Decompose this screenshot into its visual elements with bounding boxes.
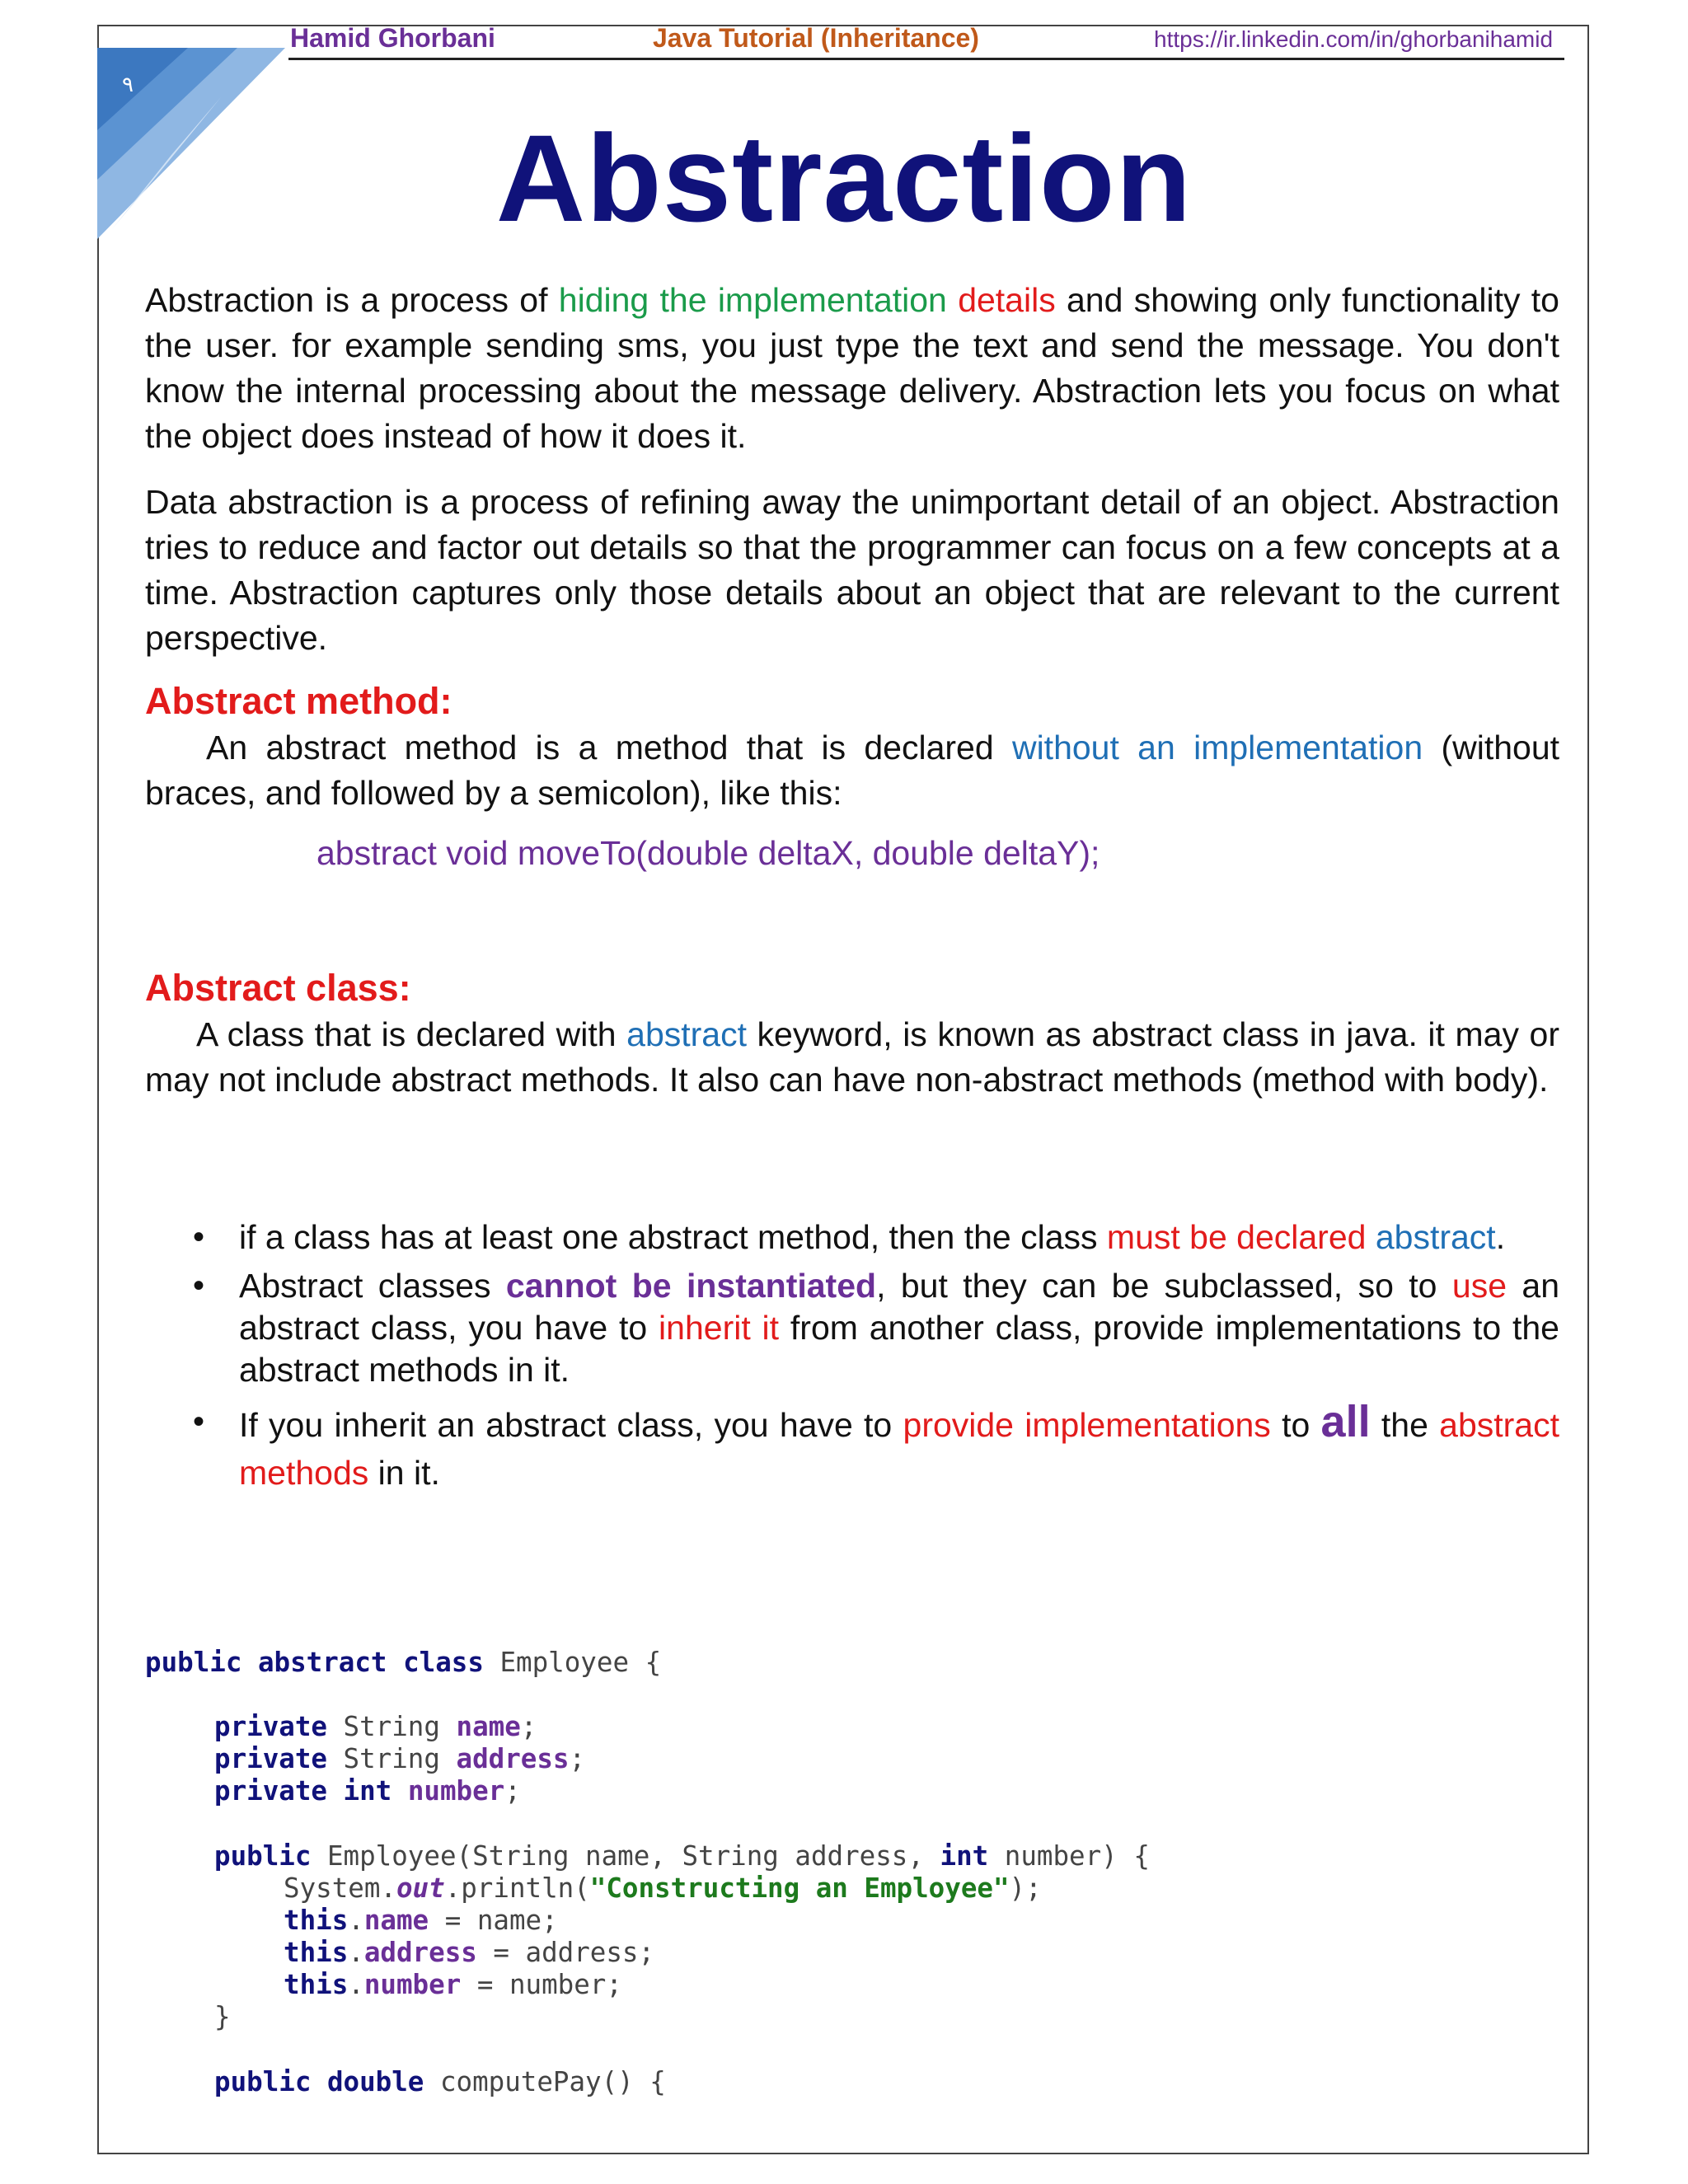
page-title: Abstraction xyxy=(495,109,1193,247)
list-item: • if a class has at least one abstract method, then the class must be declared abstract. xyxy=(145,1216,1559,1258)
rules-list xyxy=(145,1216,1559,1503)
list-item: • Abstract classes cannot be instantiated, but they can be subclassed, so to use an abstract class, you have to inherit it from another class, provide implementations to the abstract methods in it. xyxy=(145,1265,1559,1391)
list-item: • If you inherit an abstract class, you have to provide implementations to all the abstract methods in it. xyxy=(145,1398,1559,1497)
data-abstraction-paragraph: Data abstraction is a process of refining away the unimportant detail of an object. Abstraction tries to reduce and factor out details so that the programmer can focus on a few concepts at a time. Abstraction captures only those details about an object that are relevant to the current perspective. xyxy=(145,483,1559,657)
code-line: public double computePay() { xyxy=(214,2066,666,2097)
abstract-class-heading: Abstract class: xyxy=(145,967,411,1009)
header-rule xyxy=(288,58,1564,60)
code-line: public abstract class Employee { xyxy=(145,1647,662,1678)
code-line: this.number = number; xyxy=(284,1969,622,2000)
header-author: Hamid Ghorbani xyxy=(290,23,495,53)
code-line: private String address; xyxy=(214,1743,586,1774)
page-number: ۹ xyxy=(122,73,134,97)
abstract-class-paragraph: A class that is declared with abstract keyword, is known as abstract class in java. it may or may not include abstract methods. It also can have non-abstract methods (method with body). xyxy=(145,1015,1559,1099)
code-line: public Employee(String name, String address, int number) { xyxy=(214,1840,1150,1872)
code-line: private int number; xyxy=(214,1775,521,1807)
abstract-method-paragraph: An abstract method is a method that is declared without an implementation (without braces, and followed by a semicolon), like this: xyxy=(145,729,1560,812)
header-link[interactable]: https://ir.linkedin.com/in/ghorbanihamid xyxy=(1154,26,1554,52)
abstract-method-heading: Abstract method: xyxy=(145,680,452,722)
intro-paragraph: Abstraction is a process of hiding the implementation details and showing only functionality to the user. for example sending sms, you just type the text and send the message. You don't know the internal processing about the message delivery. Abstraction lets you focus on what the object does instead of how it does it. xyxy=(145,281,1559,455)
code-line: this.name = name; xyxy=(284,1905,558,1936)
code-line: private String name; xyxy=(214,1711,537,1742)
header-title: Java Tutorial (Inheritance) xyxy=(653,23,979,53)
code-line: } xyxy=(214,2001,231,2032)
code-line: System.out.println("Constructing an Employee"); xyxy=(284,1872,1042,1904)
abstract-method-example: abstract void moveTo(double deltaX, double deltaY); xyxy=(316,834,1100,872)
code-line: this.address = address; xyxy=(284,1937,655,1968)
